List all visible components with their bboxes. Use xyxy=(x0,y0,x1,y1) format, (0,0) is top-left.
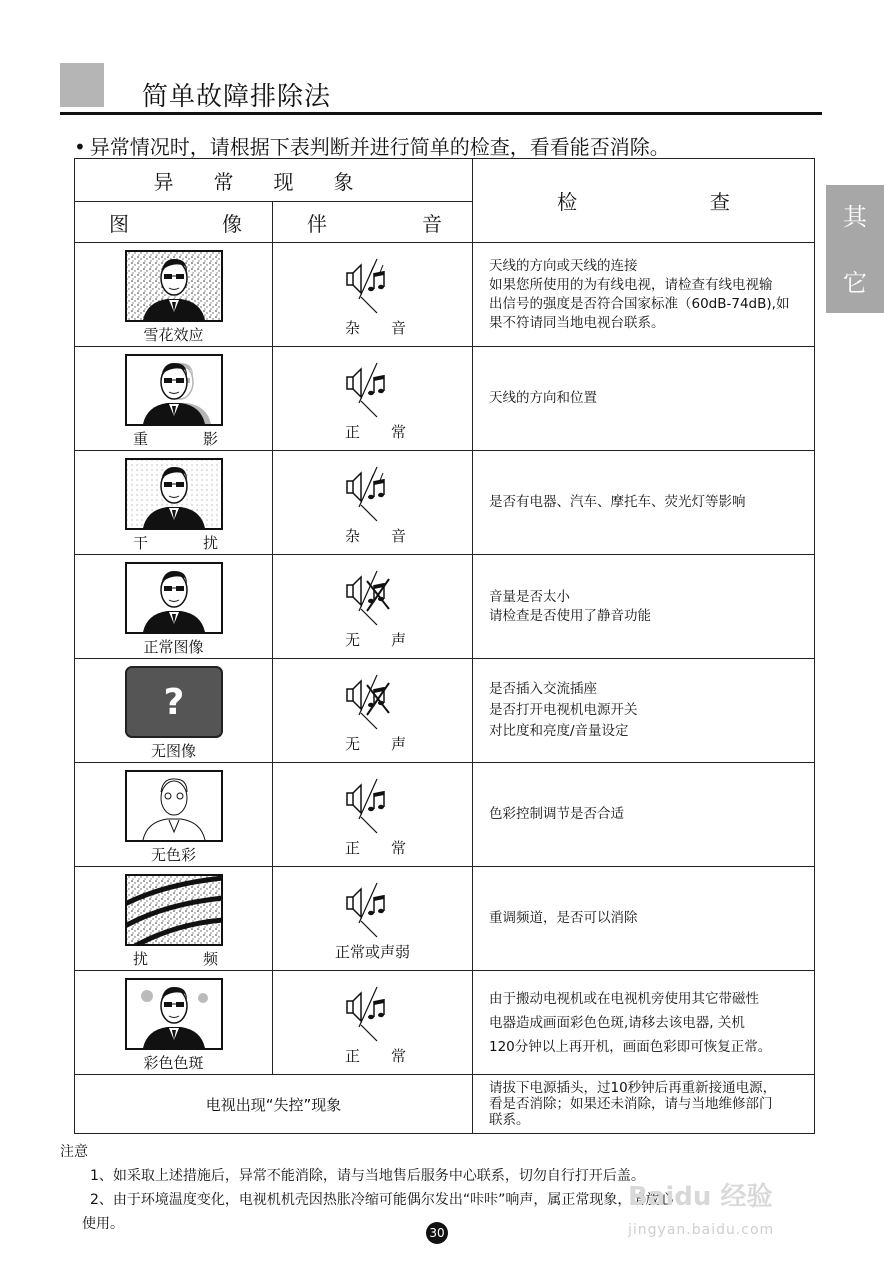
person-portrait-icon xyxy=(125,562,223,634)
table-row xyxy=(75,1075,815,1134)
speaker-muted-icon xyxy=(343,569,403,627)
check-line: 看是否消除；如果还未消除，请与当地维修部门 xyxy=(489,1096,773,1112)
header-symptom: 异常现象 xyxy=(75,159,473,202)
check-line: 色彩控制调节是否合适 xyxy=(489,806,624,822)
sound-label-b: 常 xyxy=(390,1047,406,1065)
table-row xyxy=(75,451,815,555)
check-line: 由于搬动电视机或在电视机旁使用其它带磁性 xyxy=(489,990,759,1007)
table-row xyxy=(75,243,815,347)
header-rule xyxy=(60,112,822,115)
notes xyxy=(60,1140,673,1236)
check-line: 天线的方向或天线的连接 xyxy=(489,257,638,274)
check-line: 是否插入交流插座 xyxy=(489,681,597,697)
picture-label: 无色彩 xyxy=(150,846,196,864)
speaker-music-icon xyxy=(343,465,403,523)
sound-label-a: 正 xyxy=(345,423,361,441)
header-picture-a: 图 xyxy=(109,211,129,236)
note-line: 1、如采取上述措施后，异常不能消除，请与当地售后服务中心联系，切勿自行打开后盖。 xyxy=(90,1168,645,1184)
sound-label-a: 杂 xyxy=(345,319,361,337)
header-check-a: 检 xyxy=(557,190,578,214)
sound-label-b: 音 xyxy=(390,527,406,545)
header-picture-b: 像 xyxy=(222,211,242,236)
picture-label-a: 扰 xyxy=(133,950,149,968)
side-tab-char-2: 它 xyxy=(843,269,867,297)
header-sound-a: 伴 xyxy=(307,211,327,236)
person-portrait-icon xyxy=(125,770,223,842)
sound-label-a: 无 xyxy=(345,631,361,649)
header-sound xyxy=(273,202,473,243)
check-line: 120分钟以上再开机，画面色彩即可恢复正常。 xyxy=(489,1038,772,1055)
check-line: 音量是否太小 xyxy=(489,588,570,605)
picture-label: 雪花效应 xyxy=(143,326,204,344)
check-line: 请拔下电源插头，过10秒钟后再重新接通电源， xyxy=(489,1080,777,1096)
check-line: 天线的方向和位置 xyxy=(489,390,597,406)
troubleshooting-table xyxy=(74,158,815,1134)
picture-label-b: 影 xyxy=(202,430,218,448)
sound-label-b: 声 xyxy=(390,631,406,649)
check-cell xyxy=(473,1075,815,1134)
watermark-logo: Baidu 经验 xyxy=(628,1182,773,1212)
question-mark-icon xyxy=(125,666,223,738)
sound-label: 正常或声弱 xyxy=(334,943,410,961)
notes-title: 注意 xyxy=(60,1144,88,1160)
check-cell xyxy=(473,451,815,555)
page-number: 30 xyxy=(426,1222,448,1244)
person-portrait-icon xyxy=(125,354,223,426)
header-check-b: 查 xyxy=(709,190,730,214)
header-block xyxy=(60,63,104,107)
picture-label-b: 频 xyxy=(202,950,218,968)
check-line: 是否有电器、汽车、摩托车、荧光灯等影响 xyxy=(489,494,746,510)
table-row xyxy=(75,867,815,971)
picture-label-a: 干 xyxy=(133,534,149,552)
sound-label-a: 无 xyxy=(345,735,361,753)
check-line: 请检查是否使用了静音功能 xyxy=(489,607,651,624)
picture-label-b: 扰 xyxy=(202,534,218,552)
check-line: 出信号的强度是否符合国家标准（60dB-74dB),如 xyxy=(489,295,790,312)
svg-text:?: ? xyxy=(163,682,184,723)
speaker-music-icon xyxy=(343,361,403,419)
table-row xyxy=(75,763,815,867)
sound-label-a: 正 xyxy=(345,1047,361,1065)
noise-stripes-icon xyxy=(125,874,223,946)
side-tab-char-1: 其 xyxy=(843,203,867,231)
check-cell xyxy=(473,347,815,451)
check-line: 对比度和亮度/音量设定 xyxy=(489,723,629,739)
sound-label-a: 正 xyxy=(345,839,361,857)
table-row xyxy=(75,659,815,763)
speaker-music-icon xyxy=(343,881,403,939)
watermark-url: jingyan.baidu.com xyxy=(628,1222,775,1238)
header-check xyxy=(473,159,815,243)
sound-label-a: 杂 xyxy=(345,527,361,545)
picture-label-a: 重 xyxy=(133,430,149,448)
speaker-music-icon xyxy=(343,985,403,1043)
speaker-music-icon xyxy=(343,257,403,315)
picture-label: 彩色色斑 xyxy=(143,1054,204,1072)
check-line: 果不符请同当地电视台联系。 xyxy=(489,314,665,331)
check-line: 重调频道，是否可以消除 xyxy=(489,910,638,926)
side-tab xyxy=(826,185,884,313)
picture-label: 无图像 xyxy=(150,742,196,760)
check-line: 电器造成画面彩色色斑,请移去该电器, 关机 xyxy=(489,1014,745,1031)
check-line: 联系。 xyxy=(489,1112,530,1128)
intro-sentence: 异常情况时，请根据下表判断并进行简单的检查，看看能否消除。 xyxy=(89,135,670,159)
speaker-music-icon xyxy=(343,777,403,835)
check-line: 如果您所使用的为有线电视，请检查有线电视输 xyxy=(489,276,773,293)
table-row xyxy=(75,555,815,659)
speaker-muted-icon xyxy=(343,673,403,731)
note-line: 2、由于环境温度变化，电视机机壳因热胀冷缩可能偶尔发出“咔咔”响声，属正常现象，请放心 xyxy=(90,1192,674,1208)
person-portrait-icon xyxy=(125,978,223,1050)
note-line: 使用。 xyxy=(82,1216,124,1232)
check-cell xyxy=(473,867,815,971)
check-line: 是否打开电视机电源开关 xyxy=(489,702,638,718)
person-portrait-icon xyxy=(125,250,223,322)
check-cell xyxy=(473,763,815,867)
check-cell xyxy=(473,971,815,1075)
header-sound-b: 音 xyxy=(422,211,442,236)
sound-label-b: 声 xyxy=(390,735,406,753)
person-portrait-icon xyxy=(125,458,223,530)
check-cell xyxy=(473,659,815,763)
table-row xyxy=(75,971,815,1075)
symptom-cell: 电视出现“失控”现象 xyxy=(75,1075,473,1134)
check-cell xyxy=(473,555,815,659)
check-cell xyxy=(473,243,815,347)
page-title: 简单故障排除法 xyxy=(142,82,332,112)
header-picture xyxy=(75,202,273,243)
picture-label: 正常图像 xyxy=(143,638,204,656)
sound-label-b: 常 xyxy=(390,423,406,441)
sound-label-b: 常 xyxy=(390,839,406,857)
sound-label-b: 音 xyxy=(390,319,406,337)
table-row xyxy=(75,347,815,451)
intro-text: • 异常情况时，请根据下表判断并进行简单的检查，看看能否消除。 xyxy=(74,135,670,159)
